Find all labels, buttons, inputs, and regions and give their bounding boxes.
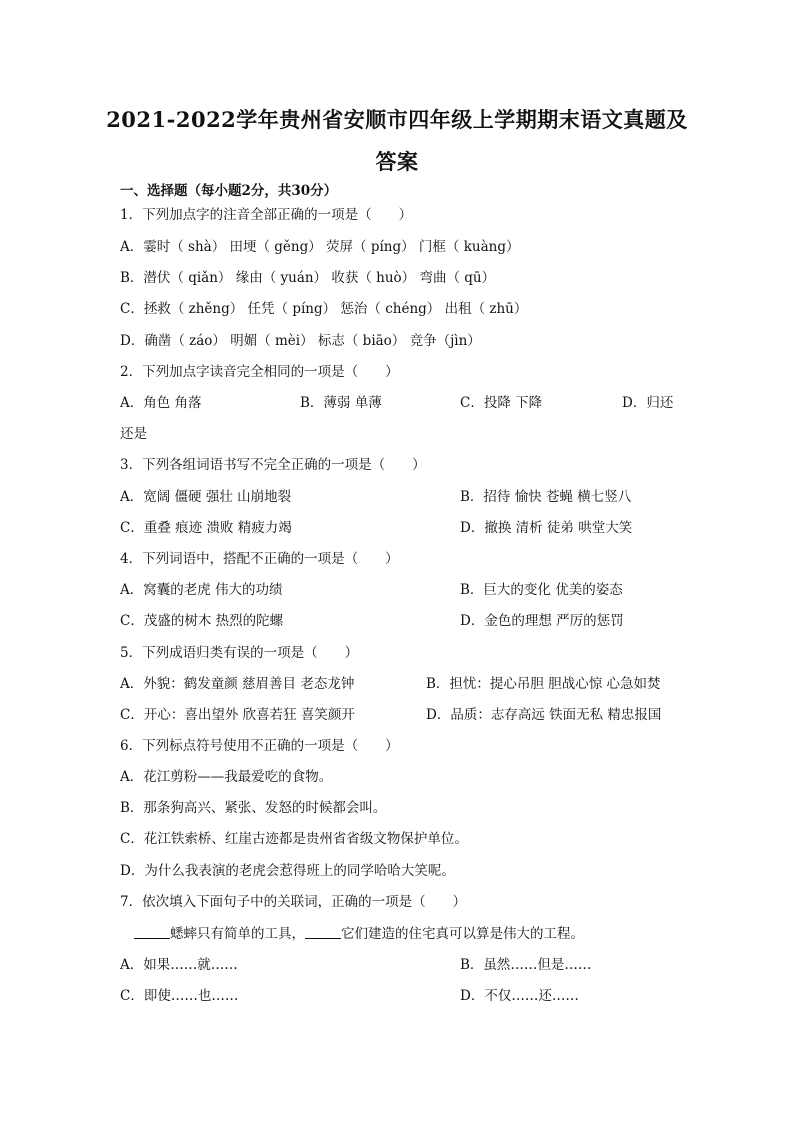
q7-blank-1[interactable] [134,926,170,939]
q6-option-b: B．那条狗高兴、紧张、发怒的时候都会叫。 [120,800,387,816]
title-line-2: 答案 [375,149,419,174]
q6-option-d: D．为什么我表演的老虎会惹得班上的同学哈哈大笑呢。 [120,863,455,879]
q1-option-a: A．霎时（ shà） 田埂（ gěng） 荧屏（ píng） 门框（ kuàng） [120,239,520,255]
q7-stem: 7．依次填入下面句子中的关联词，正确的一项是（ ） [120,894,467,910]
q2-option-d: D．归还 [622,395,674,411]
q3-option-b: B．招待 愉快 苍蝇 横七竖八 [460,489,632,505]
q4-option-b: B．巨大的变化 优美的姿态 [460,582,623,598]
q1-option-d: D．确凿（ záo） 明媚（ mèi） 标志（ biāo） 竞争（jìn） [120,333,481,349]
q3-option-a: A．宽阔 僵硬 强壮 山崩地裂 [120,489,292,505]
q2-option-d-continued: 还是 [120,426,147,442]
q5-option-d: D．品质：志存高远 铁面无私 精忠报国 [426,707,662,723]
q2-stem: 2．下列加点字读音完全相同的一项是（ ） [120,364,399,380]
q7-option-a: A．如果……就…… [120,957,238,973]
q1-option-b: B．潜伏（ qiǎn） 缘由（ yuán） 收获（ huò） 弯曲（ qū） [120,270,496,286]
title-line-1: 2021-2022学年贵州省安顺市四年级上学期期末语文真题及 [106,107,688,132]
q5-option-a: A．外貌：鹤发童颜 慈眉善目 老态龙钟 [120,676,355,692]
q1-option-c: C．拯救（ zhěng） 任凭（ píng） 惩治（ chéng） 出租（ zhū） [120,301,528,317]
q2-option-a: A．角色 角落 [120,395,202,411]
q6-option-c: C．花江铁索桥、红崖古迹都是贵州省省级文物保护单位。 [120,831,468,847]
q4-option-c: C．茂盛的树木 热烈的陀螺 [120,613,284,629]
q4-option-d: D．金色的理想 严厉的惩罚 [460,613,624,629]
q2-option-b: B．薄弱 单薄 [300,395,382,411]
q6-option-a: A．花江剪粉——我最爱吃的食物。 [120,769,333,785]
q7-option-b: B．虽然……但是…… [460,957,592,973]
section-heading: 一、选择题（每小题2分，共30分） [120,183,338,199]
q7-blank-2[interactable] [305,926,341,939]
q5-stem: 5．下列成语归类有误的一项是（ ） [120,645,359,661]
q4-stem: 4．下列词语中，搭配不正确的一项是（ ） [120,551,399,567]
q7-sentence-part-1: 蟋蟀只有简单的工具， [170,926,305,942]
q2-option-c: C．投降 下降 [460,395,543,411]
q7-sentence [134,925,584,943]
q1-stem: 1．下列加点字的注音全部正确的一项是（ ） [120,207,413,223]
q7-sentence-part-2: 它们建造的住宅真可以算是伟大的工程。 [341,926,584,942]
q7-option-c: C．即使……也…… [120,988,239,1004]
q3-stem: 3．下列各组词语书写不完全正确的一项是（ ） [120,457,426,473]
q4-option-a: A．窝囊的老虎 伟大的功绩 [120,582,283,598]
q7-option-d: D．不仅……还…… [460,988,579,1004]
q5-option-c: C．开心：喜出望外 欣喜若狂 喜笑颜开 [120,707,355,723]
q3-option-c: C．重叠 痕迹 溃败 精疲力竭 [120,520,292,536]
q6-stem: 6．下列标点符号使用不正确的一项是（ ） [120,738,399,754]
q3-option-d: D．撤换 清析 徒弟 哄堂大笑 [460,520,633,536]
q5-option-b: B．担忧：提心吊胆 胆战心惊 心急如焚 [426,676,661,692]
